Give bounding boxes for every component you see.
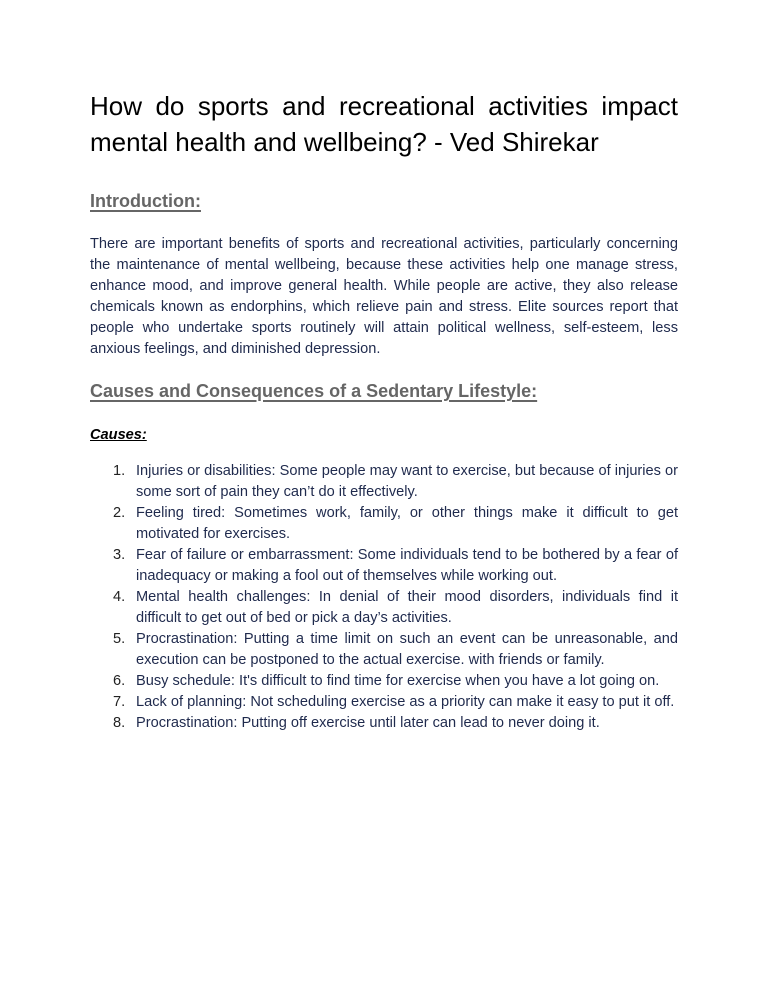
list-number: 8.: [113, 715, 126, 731]
causes-subheading: Causes:: [90, 427, 147, 443]
list-number: 7.: [113, 694, 126, 710]
list-item: [113, 461, 678, 503]
list-item: [113, 713, 678, 734]
list-number: 1.: [113, 463, 126, 479]
list-item-text: Feeling tired: Sometimes work, family, or other things make it difficult to get motivated for exercises.: [136, 505, 678, 542]
list-number: 2.: [113, 505, 126, 521]
document-title: How do sports and recreational activities impact mental health and wellbeing? - Ved Shirekar: [90, 91, 678, 157]
list-item-text: Fear of failure or embarrassment: Some individuals tend to be bothered by a fear of inadequacy or making a fool out of themselves while working out.: [136, 547, 678, 584]
list-item-text: Procrastination: Putting off exercise until later can lead to never doing it.: [136, 715, 600, 731]
introduction-heading: Introduction:: [90, 191, 201, 211]
introduction-paragraph: There are important benefits of sports and recreational activities, particularly concerning the maintenance of mental wellbeing, because these activities help one manage stress, enhance mood, and improve general health. While people are active, they also release chemicals known as endorphins, which relieve pain and stress. Elite sources report that people who undertake sports routinely will attain political wellness, self-esteem, less anxious feelings, and diminished depression.: [90, 236, 678, 357]
sedentary-lifestyle-heading: Causes and Consequences of a Sedentary Lifestyle:: [90, 381, 538, 401]
causes-list: [90, 461, 678, 734]
list-number: 6.: [113, 673, 126, 689]
list-item-text: Busy schedule: It's difficult to find time for exercise when you have a lot going on.: [136, 673, 660, 689]
list-item-text: Lack of planning: Not scheduling exercise as a priority can make it easy to put it off.: [136, 694, 675, 710]
list-number: 4.: [113, 589, 126, 605]
list-number: 3.: [113, 547, 126, 563]
list-item: [113, 503, 678, 545]
list-item-text: Injuries or disabilities: Some people may want to exercise, but because of injuries or some sort of pain they can’t do it effectively.: [136, 463, 678, 500]
list-item: [113, 629, 678, 671]
list-number: 5.: [113, 631, 126, 647]
list-item: [113, 545, 678, 587]
list-item-text: Mental health challenges: In denial of their mood disorders, individuals find it difficult to get out of bed or pick a day’s activities.: [136, 589, 678, 626]
list-item: [113, 587, 678, 629]
list-item: [113, 671, 678, 692]
list-item-text: Procrastination: Putting a time limit on such an event can be unreasonable, and execution can be postponed to the actual exercise. with friends or family.: [136, 631, 678, 668]
list-item: [113, 692, 678, 713]
